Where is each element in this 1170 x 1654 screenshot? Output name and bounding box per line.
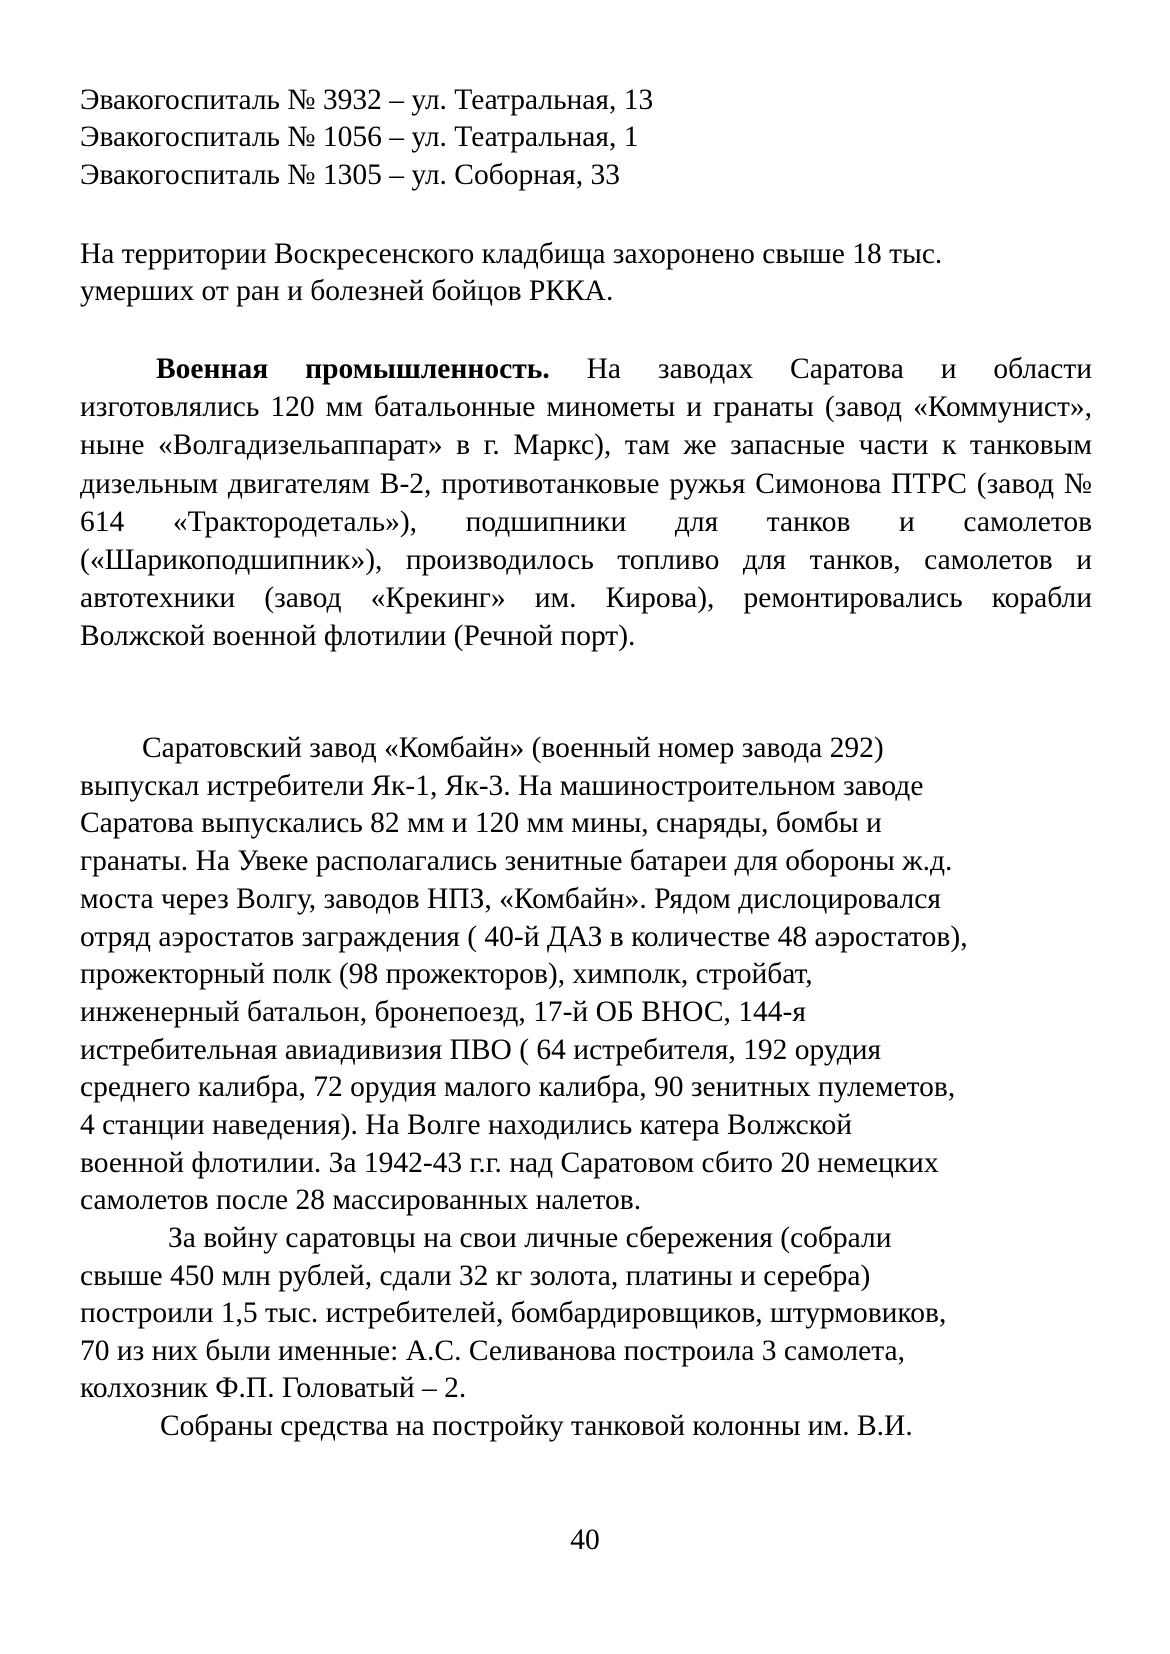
paragraph-line: Саратовский завод «Комбайн» (военный номер завода 292) xyxy=(142,732,884,764)
paragraph-line: выпускал истребители Як-1, Як-3. На машиностроительном заводе xyxy=(80,769,924,802)
paragraph-line: За войну саратовцы на свои личные сбережения (собрали xyxy=(168,1222,892,1254)
paragraph-line: 4 станции наведения). На Волге находились катера Волжской xyxy=(80,1109,853,1142)
cemetery-paragraph xyxy=(80,236,1092,311)
paragraph-line: отряд аэростатов заграждения ( 40-й ДАЗ в количестве 48 аэростатов), xyxy=(80,920,968,953)
paragraph-text: На заводах Саратова и области изготовлялись 120 мм батальонные минометы и гранаты (завод «Коммунист», ныне «Волгадизельаппарат» в г. Маркс), там же запасные части к танковым дизельным двигателям В-2, противотанковые ружья Симонова ПТРС (завод № 614 «Трактородеталь»), подшипники для танков и самолетов («Шарикоподшипник»), производилось топливо для танков, самолетов и автотехники (завод «Крекинг» им. Кирова), ремонтировались корабли Волжской военной флотилии (Речной порт). xyxy=(80,353,1092,653)
paragraph-line: колхозник Ф.П. Головатый – 2. xyxy=(80,1372,467,1405)
paragraph-line: Собраны средства на постройку танковой колонны им. В.И. xyxy=(160,1409,913,1442)
cemetery-line: умерших от ран и болезней бойцов РККА. xyxy=(80,275,614,308)
paragraph-line: среднего калибра, 72 орудия малого калибра, 90 зенитных пулеметов, xyxy=(80,1071,956,1104)
paragraph-line: самолетов после 28 массированных налетов. xyxy=(80,1184,642,1217)
hospital-line: Эвакогоспиталь № 3932 – ул. Театральная, 13 xyxy=(80,84,654,116)
paragraph-line: гранаты. На Увеке располагались зенитные батареи для обороны ж.д. xyxy=(80,845,953,878)
hospital-line: Эвакогоспиталь № 1056 – ул. Театральная, 1 xyxy=(80,121,639,154)
paragraph-line: моста через Волгу, заводов НПЗ, «Комбайн». Рядом дислоцировался xyxy=(80,882,941,915)
section-heading: Военная промышленность. xyxy=(156,353,550,385)
paragraph-line: Саратова выпускались 82 мм и 120 мм мины, снаряды, бомбы и xyxy=(80,807,882,840)
hospital-line: Эвакогоспиталь № 1305 – ул. Соборная, 33 xyxy=(80,158,620,191)
paragraph-line: инженерный батальон, бронепоезд, 17-й ОБ ВНОС, 144-я xyxy=(80,995,806,1028)
hospital-list xyxy=(80,82,1092,194)
paragraph-line: военной флотилии. За 1942-43 г.г. над Саратовом сбито 20 немецких xyxy=(80,1146,939,1179)
paragraph-line: 70 из них были именные: А.С. Селиванова построила 3 самолета, xyxy=(80,1334,905,1367)
combine-factory-paragraph xyxy=(80,730,1092,1220)
page-number: 40 xyxy=(570,1524,600,1556)
war-savings-paragraph xyxy=(80,1220,1092,1446)
cemetery-line: На территории Воскресенского кладбища захоронено свыше 18 тыс. xyxy=(80,238,943,270)
military-industry-paragraph xyxy=(80,350,1092,656)
paragraph-line: свыше 450 млн рублей, сдали 32 кг золота, платины и серебра) xyxy=(80,1259,871,1292)
paragraph-line: истребительная авиадивизия ПВО ( 64 истребителя, 192 орудия xyxy=(80,1033,882,1066)
paragraph-line: прожекторный полк (98 прожекторов), химполк, стройбат, xyxy=(80,958,813,991)
paragraph-line: построили 1,5 тыс. истребителей, бомбардировщиков, штурмовиков, xyxy=(80,1297,947,1330)
